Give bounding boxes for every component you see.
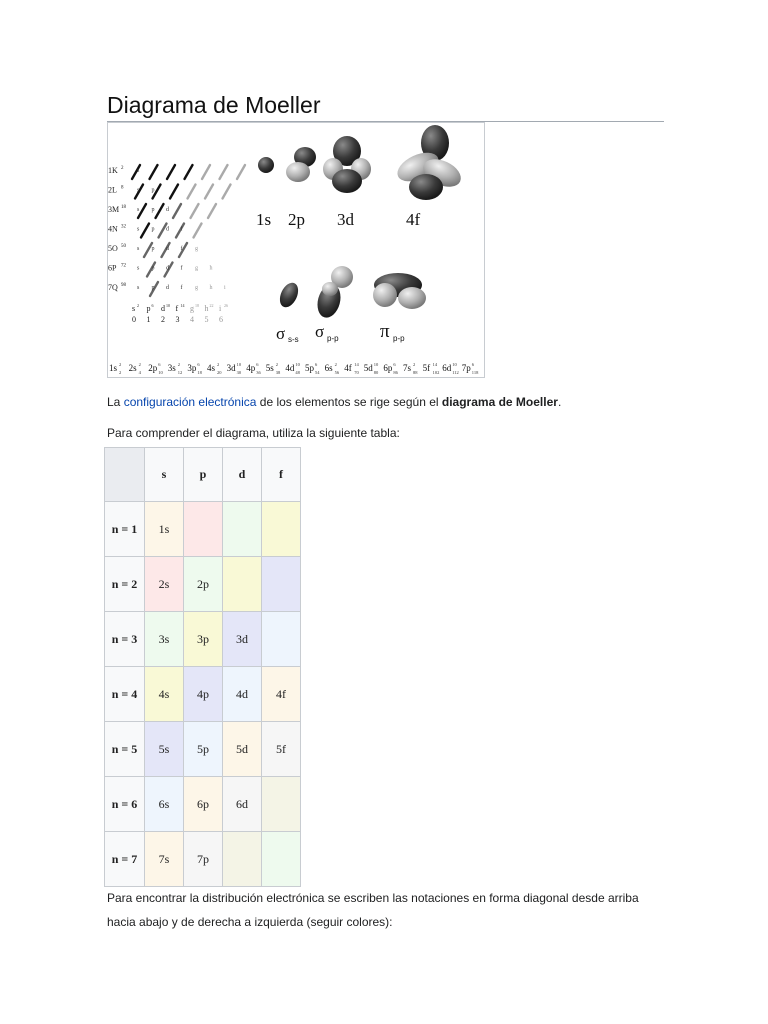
shell-label: 4N xyxy=(108,224,118,234)
subshell-legend-capacity: 10 xyxy=(166,303,170,308)
diagonal-arrow xyxy=(141,224,149,238)
table-cell: 4p xyxy=(184,667,223,722)
subshell-letter: s xyxy=(137,226,140,233)
sequence-sub: 30 xyxy=(236,370,242,375)
subshell-letter: d xyxy=(166,207,169,213)
subshell-legend-letter: s xyxy=(132,304,136,313)
subshell-letter: f xyxy=(180,285,183,291)
sequence-sup: 2 xyxy=(275,362,279,367)
bond-sub-ss: s-s xyxy=(288,335,299,344)
subshell-legend-l: 5 xyxy=(204,315,209,324)
table-header-s: s xyxy=(145,448,184,502)
sequence-sub: 86 xyxy=(393,370,398,375)
subshell-legend-letter: i xyxy=(219,304,222,313)
subshell-letter: p xyxy=(151,187,155,194)
diagonal-arrow xyxy=(170,185,178,199)
shell-capacity: 18 xyxy=(121,205,126,210)
diagonal-arrows xyxy=(132,165,245,296)
sequence-sub: 80 xyxy=(373,370,379,375)
sequence-sup: 6 xyxy=(256,362,259,367)
table-row-label: n = 2 xyxy=(105,557,145,612)
subshell-legend-capacity: 14 xyxy=(180,303,185,308)
table-cell xyxy=(223,502,262,557)
table-cell: 3s xyxy=(145,612,184,667)
table-row xyxy=(105,612,301,667)
sequence-sup: 6 xyxy=(393,362,396,367)
filling-sequence xyxy=(109,362,479,375)
shell-label: 5O xyxy=(108,244,118,253)
sequence-sub: 48 xyxy=(295,370,300,375)
sequence-sub: 2 xyxy=(119,370,122,375)
subshell-table xyxy=(104,447,301,887)
shell-label: 3M xyxy=(108,205,120,214)
subshell-letter: p xyxy=(151,265,155,272)
diagonal-arrow xyxy=(185,165,193,179)
sequence-term: 4d xyxy=(285,363,295,373)
table-cell: 7p xyxy=(184,832,223,887)
sequence-term: 3s xyxy=(167,363,176,373)
shell-capacity: 72 xyxy=(121,263,126,269)
sequence-sup: 10 xyxy=(295,362,300,367)
subshell-letter: i xyxy=(224,285,226,291)
subshell-legend-letter: p xyxy=(146,304,151,313)
bond-label-sigma-ss: σ xyxy=(276,324,286,343)
subshell-letter: h xyxy=(209,285,213,291)
subshell-legend-letter: g xyxy=(190,304,194,313)
table-cell: 5p xyxy=(184,722,223,777)
sequence-sup: 10 xyxy=(373,362,379,367)
subshell-letter: d xyxy=(166,265,169,272)
bond-sub-pi: p-p xyxy=(393,334,405,343)
subshell-legend-capacity: 18 xyxy=(195,303,199,308)
sequence-term: 7s xyxy=(403,363,412,373)
sequence-sub: 102 xyxy=(432,370,440,375)
bond-label-sigma-pp: σ xyxy=(315,322,325,341)
table-row xyxy=(105,557,301,612)
shell-capacity: 2 xyxy=(121,166,124,171)
subshell-letter: s xyxy=(137,187,140,194)
orbital-4f-shape xyxy=(393,125,465,200)
sequence-sup: 10 xyxy=(452,362,457,367)
table-row xyxy=(105,667,301,722)
subshell-letter: s xyxy=(137,207,140,213)
table-row xyxy=(105,777,301,832)
subshell-legend-capacity: 6 xyxy=(151,303,154,308)
diagonal-arrow xyxy=(202,165,210,179)
table-header-row xyxy=(105,448,301,502)
table-cell: 4d xyxy=(223,667,262,722)
sequence-sub: 20 xyxy=(217,370,222,375)
table-cell xyxy=(184,502,223,557)
table-intro-paragraph: Para comprender el diagrama, utiliza la siguiente tabla: xyxy=(107,426,400,440)
diagonal-arrow xyxy=(194,224,202,238)
sequence-sub: 118 xyxy=(471,370,479,375)
subshell-letter: h xyxy=(209,265,213,272)
subshell-legend-capacity: 22 xyxy=(209,303,214,308)
shell-capacity: 32 xyxy=(121,224,126,230)
orbital-3d-shape xyxy=(323,136,371,193)
table-cell: 3d xyxy=(223,612,262,667)
sequence-sub: 88 xyxy=(413,370,418,375)
orbital-1s-shape xyxy=(258,157,274,173)
sequence-term: 5f xyxy=(422,363,431,373)
shell-capacity: 98 xyxy=(121,283,126,288)
subshell-letter: s xyxy=(137,168,140,174)
intro-paragraph xyxy=(107,394,561,410)
table-cell: 6p xyxy=(184,777,223,832)
table-cell: 6s xyxy=(145,777,184,832)
intro-suffix: . xyxy=(557,395,562,409)
shell-label: 1K xyxy=(108,166,118,175)
subshell-letter: g xyxy=(195,285,198,291)
orbital-label-3d: 3d xyxy=(337,210,354,229)
diagonal-arrow xyxy=(167,165,175,179)
subshell-letter: g xyxy=(195,246,198,252)
bond-pi-pp-shape xyxy=(373,273,426,309)
shell-capacity: 8 xyxy=(121,185,124,191)
table-cell: 1s xyxy=(145,502,184,557)
table-header-d: d xyxy=(223,448,262,502)
bond-sub-pp: p-p xyxy=(327,334,339,343)
sequence-term: 6p xyxy=(383,363,393,373)
sequence-term: 6s xyxy=(324,363,333,373)
sequence-term: 5d xyxy=(363,363,373,373)
sequence-sub: 10 xyxy=(158,370,163,375)
sequence-term: 4s xyxy=(207,363,216,373)
sequence-sub: 70 xyxy=(354,370,359,375)
table-row xyxy=(105,832,301,887)
moeller-diagram-figure xyxy=(107,122,485,378)
sequence-term: 3p xyxy=(187,363,197,373)
sequence-term: 6d xyxy=(442,363,452,373)
orbital-label-2p: 2p xyxy=(288,210,305,229)
table-cell: 5f xyxy=(262,722,301,777)
table-cell xyxy=(223,557,262,612)
table-cell: 7s xyxy=(145,832,184,887)
diagonal-arrow xyxy=(208,204,216,218)
diagonal-arrow xyxy=(237,165,245,179)
subshell-legend-letter: d xyxy=(161,304,165,313)
subshell-legend-l: 4 xyxy=(190,315,194,324)
subshell-letter: s xyxy=(137,285,140,291)
sequence-term: 1s xyxy=(109,363,118,373)
shell-labels xyxy=(108,166,127,292)
table-row-label: n = 6 xyxy=(105,777,145,832)
subshell-letter: p xyxy=(151,285,155,291)
table-row-label: n = 7 xyxy=(105,832,145,887)
subshell-letter: f xyxy=(180,246,183,252)
diagonal-arrow xyxy=(220,165,228,179)
subshell-legend-letter: h xyxy=(204,304,209,313)
subshell-legend-l: 1 xyxy=(146,315,151,324)
sequence-term: 2p xyxy=(148,363,158,373)
table-cell: 5d xyxy=(223,722,262,777)
table-row-label: n = 4 xyxy=(105,667,145,722)
sequence-sub: 112 xyxy=(452,370,459,375)
subshell-legend-l: 0 xyxy=(132,315,136,324)
sequence-sup: 6 xyxy=(471,362,475,367)
sequence-sup: 2 xyxy=(413,362,416,367)
diagonal-arrow xyxy=(191,204,199,218)
sequence-term: 7p xyxy=(461,363,471,373)
table-cell xyxy=(262,612,301,667)
subshell-legend-l: 3 xyxy=(175,315,180,324)
sequence-sub: 18 xyxy=(197,370,202,375)
subshell-letter: d xyxy=(166,246,169,252)
sequence-term: 4p xyxy=(246,363,256,373)
table-row xyxy=(105,502,301,557)
subshell-letter: f xyxy=(180,226,183,233)
subshell-letter: p xyxy=(151,207,155,213)
link-configuracion-electronica[interactable]: configuración electrónica xyxy=(123,395,257,409)
subshell-legend-letter: f xyxy=(175,304,179,313)
table-row xyxy=(105,722,301,777)
intro-middle: de los elementos se rige según el xyxy=(256,395,442,409)
sequence-sup: 6 xyxy=(197,362,200,367)
orbital-2p-shape xyxy=(286,147,316,182)
sequence-sup: 14 xyxy=(432,362,438,367)
subshell-letter: g xyxy=(195,265,198,272)
subshell-letter: f xyxy=(180,265,183,272)
diagonal-arrow xyxy=(188,185,196,199)
table-cell: 2p xyxy=(184,557,223,612)
subshell-letter: s xyxy=(137,265,140,272)
table-cell: 4f xyxy=(262,667,301,722)
sequence-sup: 2 xyxy=(177,362,181,367)
shell-label: 7Q xyxy=(108,283,118,292)
subshell-legend-l: 6 xyxy=(219,315,223,324)
orbital-label-4f: 4f xyxy=(406,210,421,229)
sequence-term: 2s xyxy=(128,363,137,373)
table-cell: 6d xyxy=(223,777,262,832)
sequence-sub: 12 xyxy=(177,370,183,375)
intro-prefix: La xyxy=(107,395,124,409)
sequence-sup: 14 xyxy=(354,362,359,367)
table-row-label: n = 3 xyxy=(105,612,145,667)
moeller-diagram-image xyxy=(108,123,484,377)
sequence-sub: 54 xyxy=(315,370,320,375)
table-header-f: f xyxy=(262,448,301,502)
diagonal-arrow xyxy=(150,165,158,179)
sequence-sup: 6 xyxy=(315,362,318,367)
table-cell xyxy=(262,502,301,557)
subshell-legend-l: 2 xyxy=(161,315,165,324)
sequence-sup: 10 xyxy=(236,362,242,367)
bond-label-pi-pp: π xyxy=(380,321,390,342)
sequence-term: 4f xyxy=(344,363,352,373)
sequence-sup: 6 xyxy=(158,362,161,367)
table-cell xyxy=(262,557,301,612)
subshell-letter: s xyxy=(137,246,140,252)
subshell-letter: d xyxy=(166,285,169,291)
page-title: Diagrama de Moeller xyxy=(107,92,321,118)
table-header-p: p xyxy=(184,448,223,502)
subshell-legend-capacity: 26 xyxy=(224,303,228,308)
distribution-paragraph: Para encontrar la distribución electrónica se escriben las notaciones en forma diagonal desde arriba hacia abajo y de derecha a izquierda (seguir colores): xyxy=(107,891,639,929)
intro-bold: diagrama de Moeller xyxy=(441,395,558,409)
diagonal-arrow xyxy=(223,185,231,199)
shell-label: 6P xyxy=(108,263,117,273)
table-cell: 4s xyxy=(145,667,184,722)
table-row-label: n = 5 xyxy=(105,722,145,777)
diagonal-arrow xyxy=(205,185,213,199)
subshell-letter: d xyxy=(166,226,169,233)
shell-capacity: 50 xyxy=(121,244,126,249)
table-cell: 5s xyxy=(145,722,184,777)
table-cell: 2s xyxy=(145,557,184,612)
table-cell: 3p xyxy=(184,612,223,667)
table-corner-cell xyxy=(105,448,145,502)
subshell-letter: p xyxy=(151,246,155,252)
subshell-letter: p xyxy=(151,226,155,233)
diagonal-arrow xyxy=(156,204,164,218)
subshell-legend-capacity: 2 xyxy=(137,303,139,308)
subshell-labels xyxy=(132,168,228,324)
sequence-term: 5s xyxy=(265,363,274,373)
sequence-sub: 56 xyxy=(334,370,340,375)
table-row-label: n = 1 xyxy=(105,502,145,557)
table-body xyxy=(105,502,301,887)
diagonal-arrow xyxy=(173,204,181,218)
sequence-sup: 2 xyxy=(334,362,337,367)
sequence-sub: 38 xyxy=(275,370,281,375)
table-cell xyxy=(262,777,301,832)
sequence-term: 3d xyxy=(226,363,236,373)
table-cell xyxy=(262,832,301,887)
orbital-label-1s: 1s xyxy=(256,210,272,229)
sequence-term: 5p xyxy=(305,363,314,373)
sequence-sub: 4 xyxy=(138,370,141,375)
bond-sigma-pp-shape xyxy=(314,266,353,320)
sequence-sup: 2 xyxy=(217,362,220,367)
bond-sigma-ss-shape xyxy=(276,280,301,310)
sequence-sub: 36 xyxy=(256,370,261,375)
sequence-sup: 2 xyxy=(119,362,122,367)
shell-label: 2L xyxy=(108,185,117,195)
sequence-sup: 2 xyxy=(138,362,141,367)
table-cell xyxy=(223,832,262,887)
